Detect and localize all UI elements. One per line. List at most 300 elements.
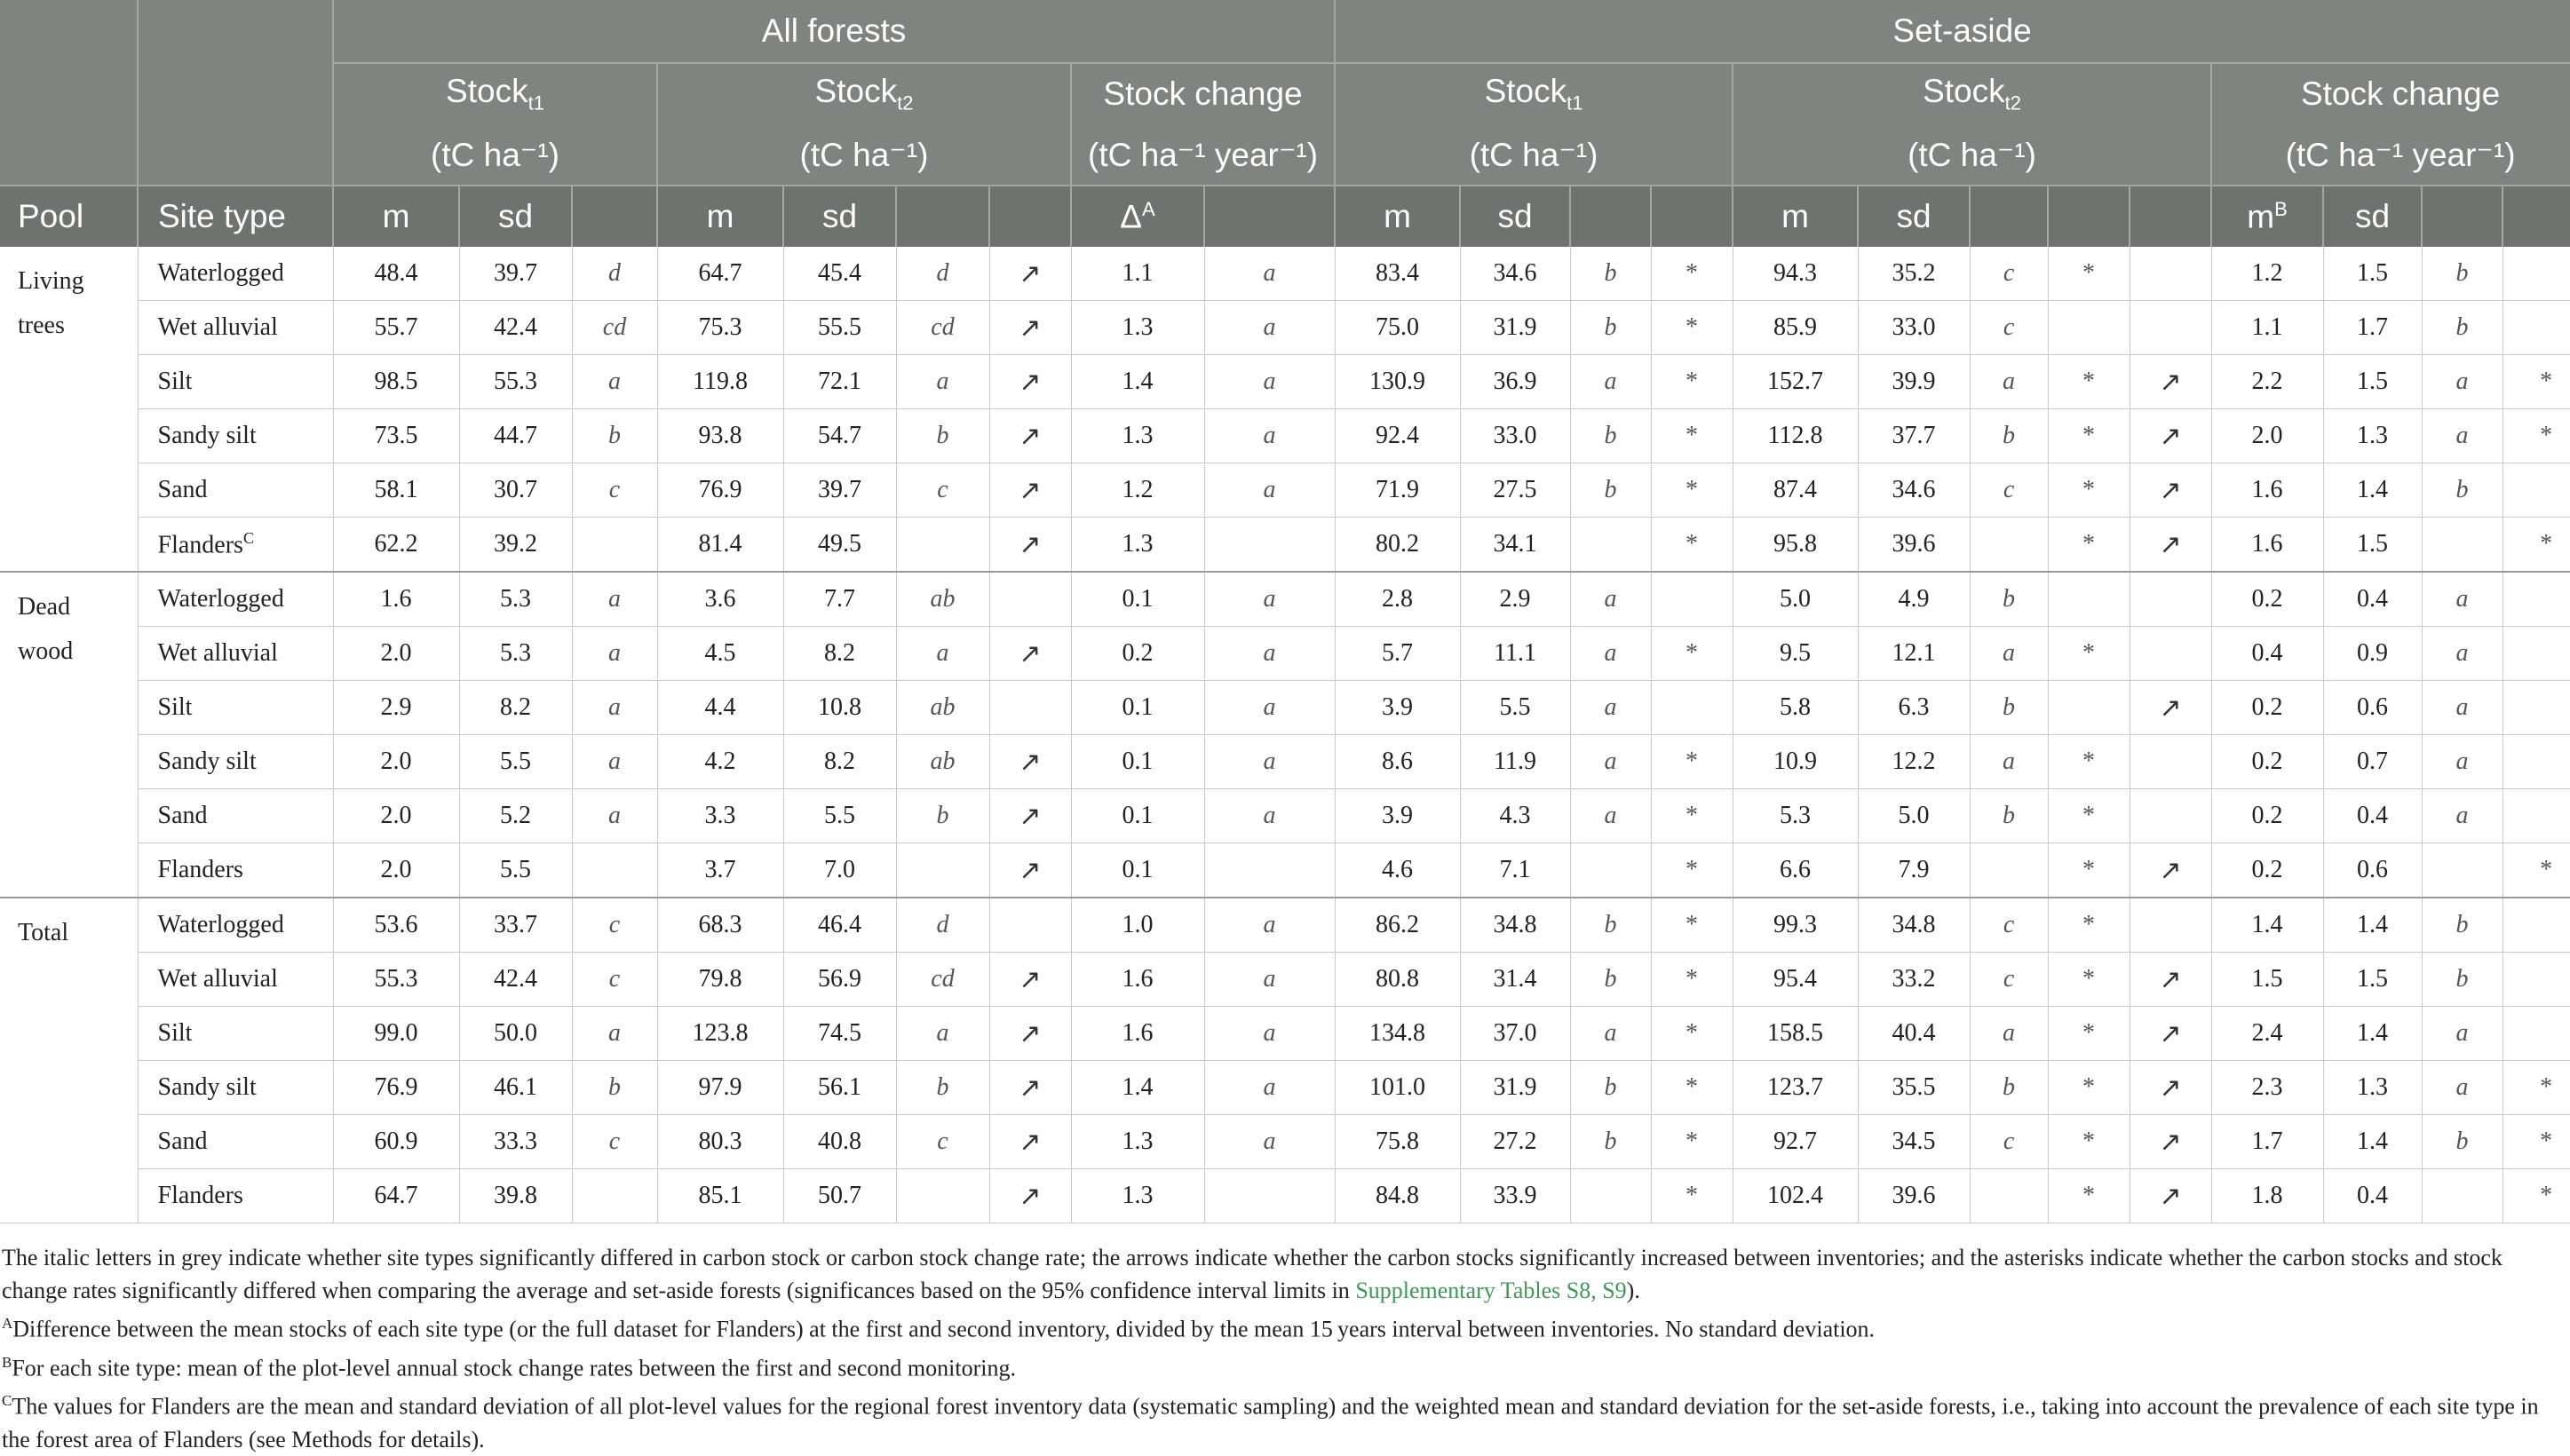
significance-asterisk: *	[1651, 1115, 1733, 1169]
header-af-stock-t2: Stock$_{t2}$	[657, 63, 1071, 124]
significance-letter: d	[572, 247, 657, 301]
value-cell: 39.6	[1858, 1169, 1970, 1223]
value-cell: 39.2	[459, 518, 572, 573]
value-cell: 53.6	[333, 898, 459, 953]
value-cell: 79.8	[657, 953, 783, 1007]
value-cell: 37.0	[1460, 1007, 1570, 1061]
header-m-b: $m^B$	[2211, 186, 2323, 247]
header-sa-stock-change: Stock change	[2211, 63, 2570, 124]
significance-letter: a	[1970, 627, 2048, 681]
value-cell: 0.2	[2211, 572, 2323, 627]
value-cell: 1.6	[1071, 1007, 1204, 1061]
significance-asterisk: *	[2503, 518, 2570, 573]
header-empty	[1970, 186, 2048, 247]
significance-letter: a	[1204, 735, 1335, 789]
significance-letter: b	[2422, 463, 2503, 518]
significance-letter: a	[1570, 735, 1651, 789]
value-cell: 2.3	[2211, 1061, 2323, 1115]
significance-letter	[2422, 518, 2503, 573]
value-cell: 33.0	[1858, 301, 1970, 355]
value-cell: 50.7	[783, 1169, 896, 1223]
value-cell: 93.8	[657, 409, 783, 463]
significance-letter	[896, 843, 989, 898]
increase-arrow-icon: ↗	[989, 247, 1071, 301]
significance-asterisk	[2048, 572, 2130, 627]
table-row	[0, 789, 2570, 843]
value-cell: 1.4	[2323, 898, 2422, 953]
significance-letter: a	[2422, 789, 2503, 843]
significance-letter: b	[1570, 247, 1651, 301]
significance-letter: a	[1570, 789, 1651, 843]
value-cell: 55.3	[333, 953, 459, 1007]
significance-letter: b	[1970, 789, 2048, 843]
significance-asterisk	[1651, 572, 1733, 627]
site-type-cell: Waterlogged	[138, 898, 333, 953]
value-cell: 56.1	[783, 1061, 896, 1115]
increase-arrow-icon: ↗	[2130, 953, 2211, 1007]
value-cell: 101.0	[1335, 1061, 1460, 1115]
table-row	[0, 1061, 2570, 1115]
significance-letter: a	[1204, 953, 1335, 1007]
significance-letter: a	[572, 789, 657, 843]
increase-arrow-icon: ↗	[2130, 681, 2211, 735]
significance-letter	[1970, 1169, 2048, 1223]
value-cell: 31.9	[1460, 1061, 1570, 1115]
increase-arrow-icon: ↗	[2130, 463, 2211, 518]
significance-letter: c	[572, 953, 657, 1007]
significance-letter: b	[1970, 681, 2048, 735]
value-cell: 39.7	[459, 247, 572, 301]
significance-asterisk: *	[2048, 1007, 2130, 1061]
site-type-cell: Sand	[138, 463, 333, 518]
value-cell: 71.9	[1335, 463, 1460, 518]
value-cell: 0.1	[1071, 789, 1204, 843]
header-af-stock-change: Stock change	[1071, 63, 1335, 124]
significance-asterisk: *	[2048, 1169, 2130, 1223]
value-cell: 1.6	[2211, 518, 2323, 573]
value-cell: 4.4	[657, 681, 783, 735]
value-cell: 2.8	[1335, 572, 1460, 627]
site-type-cell: Silt	[138, 1007, 333, 1061]
header-af-stock-t1: Stock$_{t1}$	[333, 63, 657, 124]
header-af-unit-t1: (tC ha⁻¹)	[333, 124, 657, 186]
value-cell: 12.2	[1858, 735, 1970, 789]
increase-arrow-icon: ↗	[989, 735, 1071, 789]
value-cell: 85.9	[1733, 301, 1858, 355]
significance-letter: c	[896, 1115, 989, 1169]
increase-arrow-icon	[2130, 247, 2211, 301]
increase-arrow-icon: ↗	[989, 463, 1071, 518]
table-header	[0, 0, 2570, 247]
value-cell: 34.5	[1858, 1115, 1970, 1169]
value-cell: 60.9	[333, 1115, 459, 1169]
significance-letter: a	[1204, 301, 1335, 355]
value-cell: 4.9	[1858, 572, 1970, 627]
value-cell: 2.0	[333, 627, 459, 681]
value-cell: 1.3	[2323, 409, 2422, 463]
value-cell: 2.0	[333, 735, 459, 789]
value-cell: 0.4	[2323, 572, 2422, 627]
value-cell: 81.4	[657, 518, 783, 573]
footnote-c: $^C$The values for Flanders are the mean and standard deviation of all plot-level values for the regional forest inventory data (systematic sampling) and the weighted mean and standard deviation for the set-aside forests, i.e., taking into account the prevalence of each site type in the forest area of Flanders (see Methods for details).	[2, 1392, 2539, 1452]
value-cell: 0.2	[2211, 735, 2323, 789]
significance-asterisk: *	[1651, 735, 1733, 789]
value-cell: 1.3	[1071, 301, 1204, 355]
significance-asterisk	[2503, 572, 2570, 627]
table-row	[0, 681, 2570, 735]
significance-letter: c	[572, 898, 657, 953]
value-cell: 123.8	[657, 1007, 783, 1061]
value-cell: 1.6	[1071, 953, 1204, 1007]
table-row	[0, 572, 2570, 627]
site-type-cell: Flanders	[138, 1169, 333, 1223]
increase-arrow-icon: ↗	[989, 1169, 1071, 1223]
pool-label: Living trees	[0, 247, 138, 572]
significance-asterisk: *	[2048, 789, 2130, 843]
significance-letter: a	[1204, 1007, 1335, 1061]
value-cell: 64.7	[657, 247, 783, 301]
value-cell: 42.4	[459, 301, 572, 355]
value-cell: 33.2	[1858, 953, 1970, 1007]
significance-letter: d	[896, 898, 989, 953]
value-cell: 1.6	[333, 572, 459, 627]
significance-letter: a	[572, 572, 657, 627]
value-cell: 36.9	[1460, 355, 1570, 409]
value-cell: 123.7	[1733, 1061, 1858, 1115]
value-cell: 30.7	[459, 463, 572, 518]
significance-asterisk: *	[1651, 355, 1733, 409]
significance-asterisk	[2503, 735, 2570, 789]
value-cell: 74.5	[783, 1007, 896, 1061]
increase-arrow-icon: ↗	[2130, 1115, 2211, 1169]
value-cell: 42.4	[459, 953, 572, 1007]
value-cell: 33.9	[1460, 1169, 1570, 1223]
value-cell: 3.9	[1335, 789, 1460, 843]
significance-asterisk: *	[2048, 1061, 2130, 1115]
significance-asterisk: *	[2048, 953, 2130, 1007]
significance-letter: a	[572, 627, 657, 681]
header-sd: sd	[1460, 186, 1570, 247]
value-cell: 49.5	[783, 518, 896, 573]
value-cell: 5.2	[459, 789, 572, 843]
significance-letter: b	[1570, 463, 1651, 518]
increase-arrow-icon: ↗	[2130, 1169, 2211, 1223]
significance-letter: a	[2422, 681, 2503, 735]
value-cell: 56.9	[783, 953, 896, 1007]
header-blank-site	[138, 0, 333, 186]
value-cell: 2.4	[2211, 1007, 2323, 1061]
significance-letter: c	[572, 1115, 657, 1169]
table-row	[0, 301, 2570, 355]
header-blank-pool	[0, 0, 138, 186]
significance-letter: a	[572, 355, 657, 409]
value-cell: 40.4	[1858, 1007, 1970, 1061]
value-cell: 94.3	[1733, 247, 1858, 301]
significance-asterisk: *	[2048, 355, 2130, 409]
significance-letter: a	[2422, 627, 2503, 681]
value-cell: 1.3	[1071, 518, 1204, 573]
table-row	[0, 898, 2570, 953]
increase-arrow-icon	[2130, 898, 2211, 953]
significance-letter: a	[1570, 1007, 1651, 1061]
significance-letter: a	[1970, 355, 2048, 409]
header-m: m	[333, 186, 459, 247]
value-cell: 10.8	[783, 681, 896, 735]
value-cell: 2.0	[333, 843, 459, 898]
value-cell: 3.7	[657, 843, 783, 898]
footnote-b: $^B$For each site type: mean of the plot-level annual stock change rates between the first and second monitoring.	[2, 1353, 1016, 1381]
value-cell: 1.3	[1071, 1115, 1204, 1169]
value-cell: 1.3	[1071, 409, 1204, 463]
value-cell: 31.9	[1460, 301, 1570, 355]
site-type-cell: Waterlogged	[138, 247, 333, 301]
significance-asterisk	[2048, 301, 2130, 355]
significance-letter: cd	[572, 301, 657, 355]
value-cell: 80.2	[1335, 518, 1460, 573]
significance-asterisk	[2048, 681, 2130, 735]
site-type-cell: Sandy silt	[138, 1061, 333, 1115]
site-type-cell: Wet alluvial	[138, 953, 333, 1007]
value-cell: 97.9	[657, 1061, 783, 1115]
value-cell: 44.7	[459, 409, 572, 463]
value-cell: 72.1	[783, 355, 896, 409]
significance-asterisk	[2503, 953, 2570, 1007]
value-cell: 34.8	[1858, 898, 1970, 953]
value-cell: 1.4	[2323, 1115, 2422, 1169]
increase-arrow-icon	[2130, 735, 2211, 789]
value-cell: 152.7	[1733, 355, 1858, 409]
significance-letter: a	[1204, 898, 1335, 953]
significance-letter: a	[572, 1007, 657, 1061]
increase-arrow-icon: ↗	[2130, 518, 2211, 573]
significance-letter: a	[1204, 681, 1335, 735]
significance-letter: c	[1970, 953, 2048, 1007]
value-cell: 7.1	[1460, 843, 1570, 898]
significance-asterisk	[1651, 681, 1733, 735]
site-type-cell: Wet alluvial	[138, 627, 333, 681]
significance-letter	[1204, 843, 1335, 898]
increase-arrow-icon: ↗	[989, 953, 1071, 1007]
significance-asterisk: *	[1651, 463, 1733, 518]
value-cell: 8.2	[783, 735, 896, 789]
header-empty	[2503, 186, 2570, 247]
significance-letter: b	[1570, 409, 1651, 463]
value-cell: 1.1	[1071, 247, 1204, 301]
value-cell: 5.5	[459, 843, 572, 898]
pool-label: Dead wood	[0, 572, 138, 898]
value-cell: 8.2	[783, 627, 896, 681]
site-type-cell: Sandy silt	[138, 735, 333, 789]
significance-letter: a	[2422, 1007, 2503, 1061]
value-cell: 5.7	[1335, 627, 1460, 681]
significance-asterisk: *	[2048, 463, 2130, 518]
significance-letter: a	[896, 627, 989, 681]
significance-letter: b	[896, 409, 989, 463]
value-cell: 34.1	[1460, 518, 1570, 573]
header-empty	[2048, 186, 2130, 247]
significance-letter: a	[572, 735, 657, 789]
value-cell: 3.6	[657, 572, 783, 627]
value-cell: 11.9	[1460, 735, 1570, 789]
increase-arrow-icon: ↗	[989, 789, 1071, 843]
significance-letter	[1970, 518, 2048, 573]
value-cell: 84.8	[1335, 1169, 1460, 1223]
increase-arrow-icon	[2130, 789, 2211, 843]
value-cell: 34.6	[1858, 463, 1970, 518]
value-cell: 1.5	[2323, 247, 2422, 301]
header-sd: sd	[783, 186, 896, 247]
value-cell: 75.3	[657, 301, 783, 355]
value-cell: 39.7	[783, 463, 896, 518]
table-row	[0, 627, 2570, 681]
value-cell: 0.2	[1071, 627, 1204, 681]
header-sa-unit-change: (tC ha⁻¹ year⁻¹)	[2211, 124, 2570, 186]
site-type-cell: Sand	[138, 1115, 333, 1169]
significance-letter: a	[2422, 1061, 2503, 1115]
significance-asterisk: *	[1651, 1007, 1733, 1061]
value-cell: 1.4	[1071, 355, 1204, 409]
value-cell: 1.5	[2323, 953, 2422, 1007]
header-empty	[896, 186, 989, 247]
value-cell: 75.0	[1335, 301, 1460, 355]
value-cell: 6.3	[1858, 681, 1970, 735]
header-empty	[1570, 186, 1651, 247]
value-cell: 1.8	[2211, 1169, 2323, 1223]
increase-arrow-icon: ↗	[2130, 355, 2211, 409]
value-cell: 45.4	[783, 247, 896, 301]
significance-asterisk: *	[2048, 843, 2130, 898]
value-cell: 62.2	[333, 518, 459, 573]
value-cell: 7.9	[1858, 843, 1970, 898]
header-site-type: Site type	[138, 186, 333, 247]
increase-arrow-icon: ↗	[989, 1115, 1071, 1169]
increase-arrow-icon: ↗	[989, 355, 1071, 409]
significance-letter: c	[1970, 463, 2048, 518]
significance-asterisk	[2503, 627, 2570, 681]
value-cell: 2.9	[1460, 572, 1570, 627]
significance-asterisk	[2503, 247, 2570, 301]
significance-letter: a	[1570, 355, 1651, 409]
value-cell: 0.4	[2211, 627, 2323, 681]
significance-letter: c	[572, 463, 657, 518]
significance-letter: a	[1204, 409, 1335, 463]
site-type-cell: Sand	[138, 789, 333, 843]
significance-letter: a	[572, 681, 657, 735]
value-cell: 55.7	[333, 301, 459, 355]
significance-letter: a	[1204, 627, 1335, 681]
significance-letter	[1204, 1169, 1335, 1223]
value-cell: 1.0	[1071, 898, 1204, 953]
value-cell: 8.6	[1335, 735, 1460, 789]
value-cell: 3.3	[657, 789, 783, 843]
value-cell: 87.4	[1733, 463, 1858, 518]
header-af-unit-t2: (tC ha⁻¹)	[657, 124, 1071, 186]
significance-letter: b	[1970, 1061, 2048, 1115]
value-cell: 2.9	[333, 681, 459, 735]
significance-letter: a	[2422, 572, 2503, 627]
value-cell: 1.4	[2211, 898, 2323, 953]
value-cell: 2.0	[2211, 409, 2323, 463]
significance-letter	[572, 518, 657, 573]
value-cell: 5.5	[1460, 681, 1570, 735]
value-cell: 83.4	[1335, 247, 1460, 301]
value-cell: 4.6	[1335, 843, 1460, 898]
value-cell: 39.8	[459, 1169, 572, 1223]
table-row	[0, 843, 2570, 898]
table-row	[0, 953, 2570, 1007]
value-cell: 7.7	[783, 572, 896, 627]
table-row	[0, 1169, 2570, 1223]
value-cell: 35.5	[1858, 1061, 1970, 1115]
increase-arrow-icon	[989, 572, 1071, 627]
value-cell: 5.3	[459, 572, 572, 627]
significance-asterisk	[2503, 463, 2570, 518]
value-cell: 4.2	[657, 735, 783, 789]
significance-asterisk: *	[2048, 518, 2130, 573]
increase-arrow-icon: ↗	[989, 1007, 1071, 1061]
value-cell: 1.7	[2211, 1115, 2323, 1169]
increase-arrow-icon: ↗	[989, 518, 1071, 573]
significance-letter: b	[1570, 898, 1651, 953]
significance-asterisk	[2503, 1007, 2570, 1061]
significance-asterisk: *	[1651, 247, 1733, 301]
value-cell: 1.6	[2211, 463, 2323, 518]
increase-arrow-icon: ↗	[2130, 843, 2211, 898]
significance-letter: cd	[896, 953, 989, 1007]
value-cell: 7.0	[783, 843, 896, 898]
significance-letter: a	[1204, 572, 1335, 627]
significance-letter: b	[1570, 1115, 1651, 1169]
header-empty	[989, 186, 1071, 247]
significance-letter	[896, 518, 989, 573]
value-cell: 0.1	[1071, 681, 1204, 735]
value-cell: 95.8	[1733, 518, 1858, 573]
table-row	[0, 247, 2570, 301]
increase-arrow-icon	[989, 898, 1071, 953]
site-type-cell: Silt	[138, 355, 333, 409]
significance-letter: b	[572, 1061, 657, 1115]
value-cell: 46.1	[459, 1061, 572, 1115]
supplementary-tables-link[interactable]: Supplementary Tables S8, S9	[1355, 1278, 1627, 1303]
significance-letter: b	[2422, 953, 2503, 1007]
increase-arrow-icon: ↗	[2130, 1007, 2211, 1061]
significance-letter: c	[896, 463, 989, 518]
value-cell: 75.8	[1335, 1115, 1460, 1169]
significance-asterisk: *	[1651, 789, 1733, 843]
value-cell: 5.3	[1733, 789, 1858, 843]
value-cell: 85.1	[657, 1169, 783, 1223]
value-cell: 0.2	[2211, 789, 2323, 843]
significance-letter: a	[2422, 735, 2503, 789]
significance-letter: b	[2422, 301, 2503, 355]
significance-letter: b	[2422, 1115, 2503, 1169]
table-row	[0, 1007, 2570, 1061]
increase-arrow-icon: ↗	[989, 1061, 1071, 1115]
significance-asterisk: *	[1651, 409, 1733, 463]
footnote-a: $^A$Difference between the mean stocks of each site type (or the full dataset for Flanders) at the first and second inventory, divided by the mean 15 years interval between inventories. No standard deviation.	[2, 1315, 1876, 1342]
value-cell: 68.3	[657, 898, 783, 953]
value-cell: 1.5	[2323, 355, 2422, 409]
value-cell: 6.6	[1733, 843, 1858, 898]
table-row	[0, 735, 2570, 789]
value-cell: 11.1	[1460, 627, 1570, 681]
significance-letter: a	[1570, 681, 1651, 735]
value-cell: 54.7	[783, 409, 896, 463]
value-cell: 0.2	[2211, 843, 2323, 898]
significance-letter	[1204, 518, 1335, 573]
header-all-forests: All forests	[333, 0, 1335, 63]
significance-asterisk: *	[2503, 1061, 2570, 1115]
